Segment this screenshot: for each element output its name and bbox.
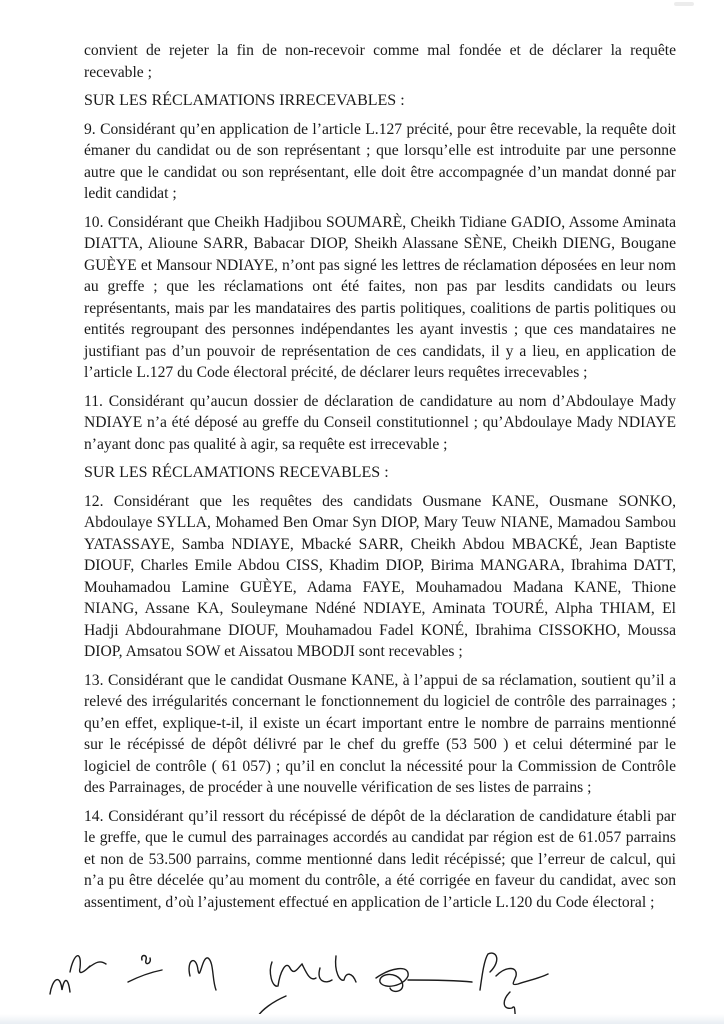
signature-4 [189,958,216,990]
paragraph-13: 13. Considérant que le candidat Ousmane KANE, à l’appui de sa réclamation, soutient qu’il a relevé des irrégularités concernant le fonctionnement du logiciel de contrôle des parrainages ; qu’en effet, explique-t-il, il existe un écart important entre le nombre de parrains mentionné sur le récépissé de dépôt délivré par le chef du greffe (53 500 ) et celui déterminé par le logiciel de contrôle ( 61 057) ; qu’il en conclut la nécessité pour la Commission de Contrôle des Parrainages, de procéder à une nouvelle vérification de ses listes de parrains ; [84,671,676,796]
signature-row [40,942,640,1022]
signature-3 [128,956,162,983]
signature-2 [70,956,106,973]
paragraph-continuation: convient de rejeter la fin de non-recevoir comme mal fondée et de déclarer la requête recevable ; [84,42,676,81]
scan-artifact [674,2,694,6]
signature-1 [50,980,70,994]
paragraph-9: 9. Considérant qu’en application de l’article L.127 précité, pour être recevable, la requête doit émaner du candidat ou de son représentant ; que lorsqu’elle est introduite par une personne autre que le candidat ou son représentant, elle doit être accompagnée d’un mandat donné par ledit candidat ; [84,120,676,202]
signature-7 [480,953,548,1020]
signature-5 [258,956,356,1016]
paragraph-11: 11. Considérant qu’aucun dossier de déclaration de candidature au nom d’Abdoulaye Mady NDIAYE n’a été déposé au greffe du Conseil constitutionnel ; qu’Abdoulaye Mady NDIAYE n’ayant donc pas qualité à agir, sa requête est irrecevable ; [84,392,676,453]
section-heading-irrecevables: SUR LES RÉCLAMATIONS IRRECEVABLES : [84,92,405,109]
paragraph-14: 14. Considérant qu’il ressort du récépissé de dépôt de la déclaration de candidature établi par le greffe, que le cumul des parrainages accordés au candidat par région est de 61.057 parrains et non de 53.500 parrains, comme mentionné dans ledit récépissé; que l’erreur de calcul, qui n’a pu être décelée qu’au moment du contrôle, a été corrigée en faveur du candidat, avec son assentiment, d’où l’ajustement effectué en application de l’article L.120 du Code électoral ; [84,807,676,911]
signature-6 [376,969,472,992]
scan-edge [0,1014,724,1024]
document-body [84,40,676,920]
paragraph-10: 10. Considérant que Cheikh Hadjibou SOUMARÈ, Cheikh Tidiane GADIO, Assome Aminata DIATTA, Alioune SARR, Babacar DIOP, Sheikh Alassane SÈNE, Cheikh DIENG, Bougane GUÈYE et Mansour NDIAYE, n’ont pas signé les lettres de réclamation déposées en leur nom au greffe ; que les réclamations ont été faites, non pas par lesdits candidats ou leurs représentants, mais par les mandataires des partis politiques, coalitions de partis politiques ou entités regroupant des personnes indépendantes les ayant investis ; que ces mandataires ne justifiant pas d’un pouvoir de représentation de ces candidats, il y a lieu, en application de l’article L.127 du Code électoral précité, de déclarer leurs requêtes irrecevables ; [84,213,676,381]
paragraph-12: 12. Considérant que les requêtes des candidats Ousmane KANE, Ousmane SONKO, Abdoulaye SYLLA, Mohamed Ben Omar Syn DIOP, Mary Teuw NIANE, Mamadou Sambou YATASSAYE, Samba NDIAYE, Mbacké SARR, Cheikh Abdou MBACKÉ, Jean Baptiste DIOUF, Charles Emile Abdou CISS, Khadim DIOP, Birima MANGARA, Ibrahima DATT, Mouhamadou Lamine GUÈYE, Adama FAYE, Mouhamadou Madana KANE, Thione NIANG, Assane KA, Souleymane Ndéné NDIAYE, Aminata TOURÉ, Alpha THIAM, El Hadji Abdourahmane DIOUF, Mouhamadou Fadel KONÉ, Ibrahima CISSOKHO, Moussa DIOP, Amsatou SOW et Aissatou MBODJI sont recevables ; [84,492,676,660]
section-heading-recevables: SUR LES RÉCLAMATIONS RECEVABLES : [84,464,389,481]
